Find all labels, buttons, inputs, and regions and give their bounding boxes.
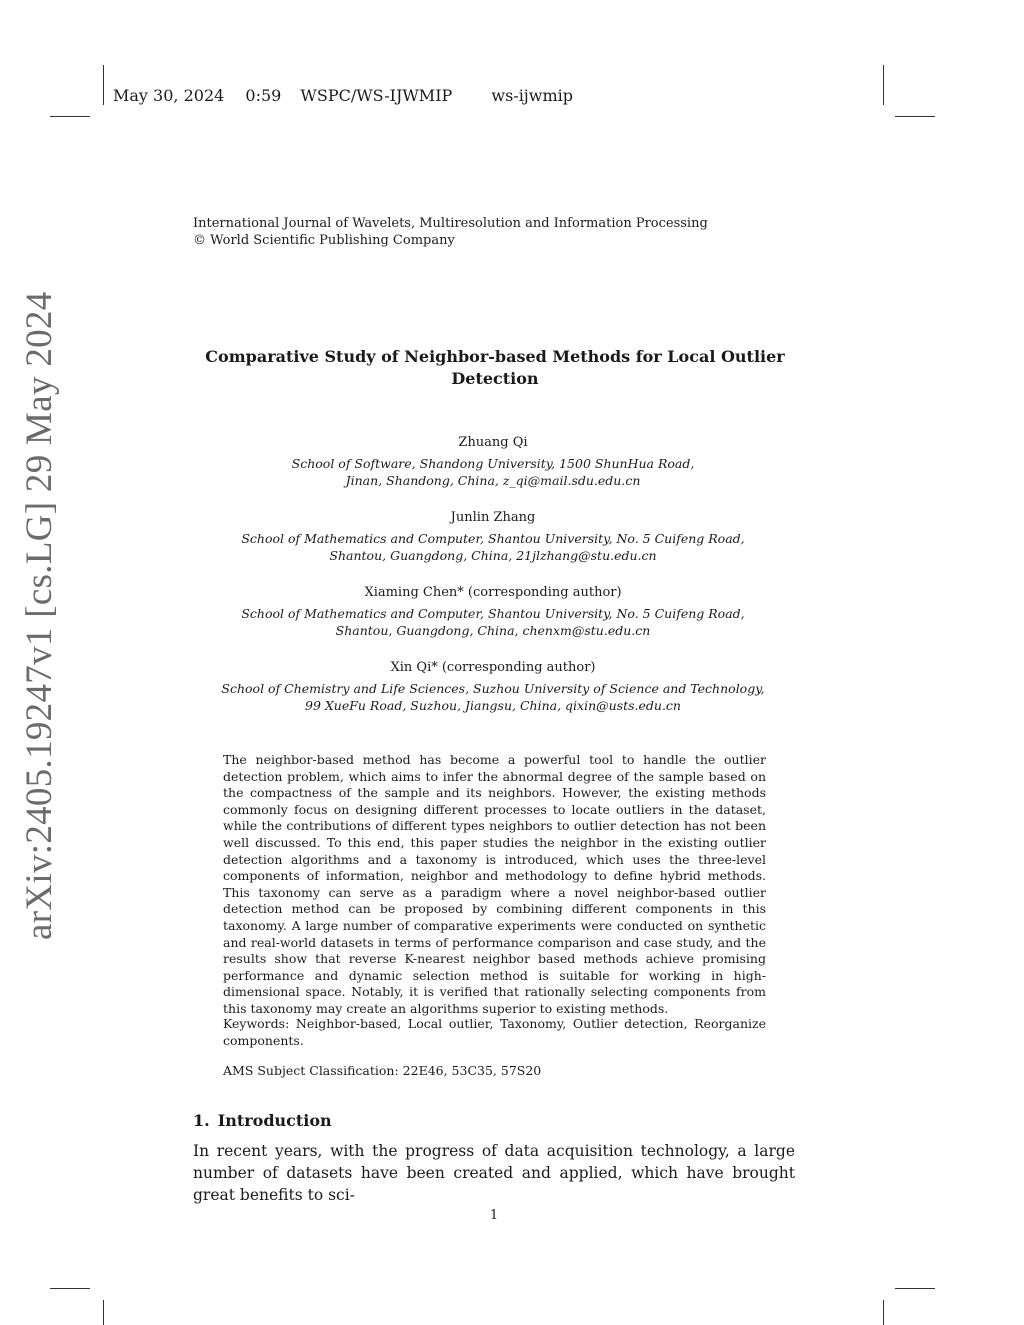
author-affiliation-line-1: School of Chemistry and Life Sciences, Suzhou University of Science and Technology, <box>221 681 765 696</box>
page-number: 1 <box>489 1208 499 1223</box>
keywords: Keywords: Neighbor-based, Local outlier, Taxonomy, Outlier detection, Reorganize components. <box>223 1016 766 1048</box>
author-affiliation-line-2: 99 XueFu Road, Suzhou, Jiangsu, China, qixin@usts.edu.cn <box>305 698 681 713</box>
running-head-publisher-code: WSPC/WS-IJWMIP <box>300 86 453 105</box>
author-name: Zhuang Qi <box>458 435 528 450</box>
author-list <box>193 434 793 734</box>
journal-copyright-line <box>193 232 708 249</box>
journal-info <box>193 215 708 249</box>
author-name: Xiaming Chen* (corresponding author) <box>364 585 622 600</box>
author-block <box>193 509 793 564</box>
introduction-text: In recent years, with the progress of data acquisition technology, a large number of datasets have been created and applied, which have brought great benefits to sci- <box>193 1142 795 1204</box>
author-affiliation-line-2: Shantou, Guangdong, China, 21jlzhang@stu.edu.cn <box>329 548 657 563</box>
crop-mark-bottom-right-vertical <box>883 1300 884 1325</box>
author-affiliation-line-2: Jinan, Shandong, China, z_qi@mail.sdu.edu.cn <box>345 473 641 488</box>
author-affiliation-line-1: School of Software, Shandong University, 1500 ShunHua Road, <box>291 456 695 471</box>
running-head <box>113 86 587 105</box>
ams-classification: AMS Subject Classification: 22E46, 53C35, 57S20 <box>223 1063 542 1078</box>
author-block <box>193 659 793 714</box>
author-name: Junlin Zhang <box>450 510 536 525</box>
arxiv-stamp: arXiv:2405.19247v1 [cs.LG] 29 May 2024 <box>19 291 60 940</box>
running-head-time: 0:59 <box>245 86 282 105</box>
crop-mark-bottom-left-vertical <box>103 1300 104 1325</box>
crop-mark-top-right-vertical <box>883 65 884 105</box>
crop-mark-bottom-left-horizontal <box>50 1288 90 1289</box>
paper-title: Comparative Study of Neighbor-based Methods for Local Outlier Detection <box>205 347 785 388</box>
section-number: 1. <box>193 1111 210 1130</box>
author-block <box>193 584 793 639</box>
section-heading <box>193 1111 332 1130</box>
running-head-date: May 30, 2024 <box>113 86 225 105</box>
abstract: The neighbor-based method has become a powerful tool to handle the outlier detection problem, which aims to infer the abnormal degree of the sample based on the compactness of the sample and its neighbors. However, the existing methods commonly focus on designing different processes to locate outliers in the dataset, while the contributions of different types neighbors to outlier detection has not been well discussed. To this end, this paper studies the neighbor in the existing outlier detection algorithms and a taxonomy is introduced, which uses the three-level components of information, neighbor and methodology to define hybrid methods. This taxonomy can serve as a paradigm where a novel neighbor-based outlier detection method can be proposed by combining different components in this taxonomy. A large number of comparative experiments were conducted on synthetic and real-world datasets in terms of performance comparison and case study, and the results show that reverse K-nearest neighbor based methods achieve promising performance and dynamic selection method is suitable for working in high-dimensional space. Notably, it is verified that rationally selecting components from this taxonomy may create an algorithms superior to existing methods. <box>223 752 766 1016</box>
journal-publisher: World Scientific Publishing Company <box>210 233 455 248</box>
author-affiliation-line-2: Shantou, Guangdong, China, chenxm@stu.edu.cn <box>335 623 651 638</box>
running-head-style-file: ws-ijwmip <box>491 86 573 105</box>
journal-name: International Journal of Wavelets, Multiresolution and Information Processing <box>193 216 708 231</box>
section-title: Introduction <box>217 1111 332 1130</box>
author-name: Xin Qi* (corresponding author) <box>390 660 596 675</box>
author-affiliation-line-1: School of Mathematics and Computer, Shantou University, No. 5 Cuifeng Road, <box>241 531 745 546</box>
crop-mark-top-left-horizontal <box>50 116 90 117</box>
crop-mark-top-right-horizontal <box>895 116 935 117</box>
author-affiliation-line-1: School of Mathematics and Computer, Shantou University, No. 5 Cuifeng Road, <box>241 606 745 621</box>
crop-mark-bottom-right-horizontal <box>895 1288 935 1289</box>
author-block <box>193 434 793 489</box>
crop-mark-top-left-vertical <box>103 65 104 105</box>
copyright-icon: © <box>193 233 206 248</box>
